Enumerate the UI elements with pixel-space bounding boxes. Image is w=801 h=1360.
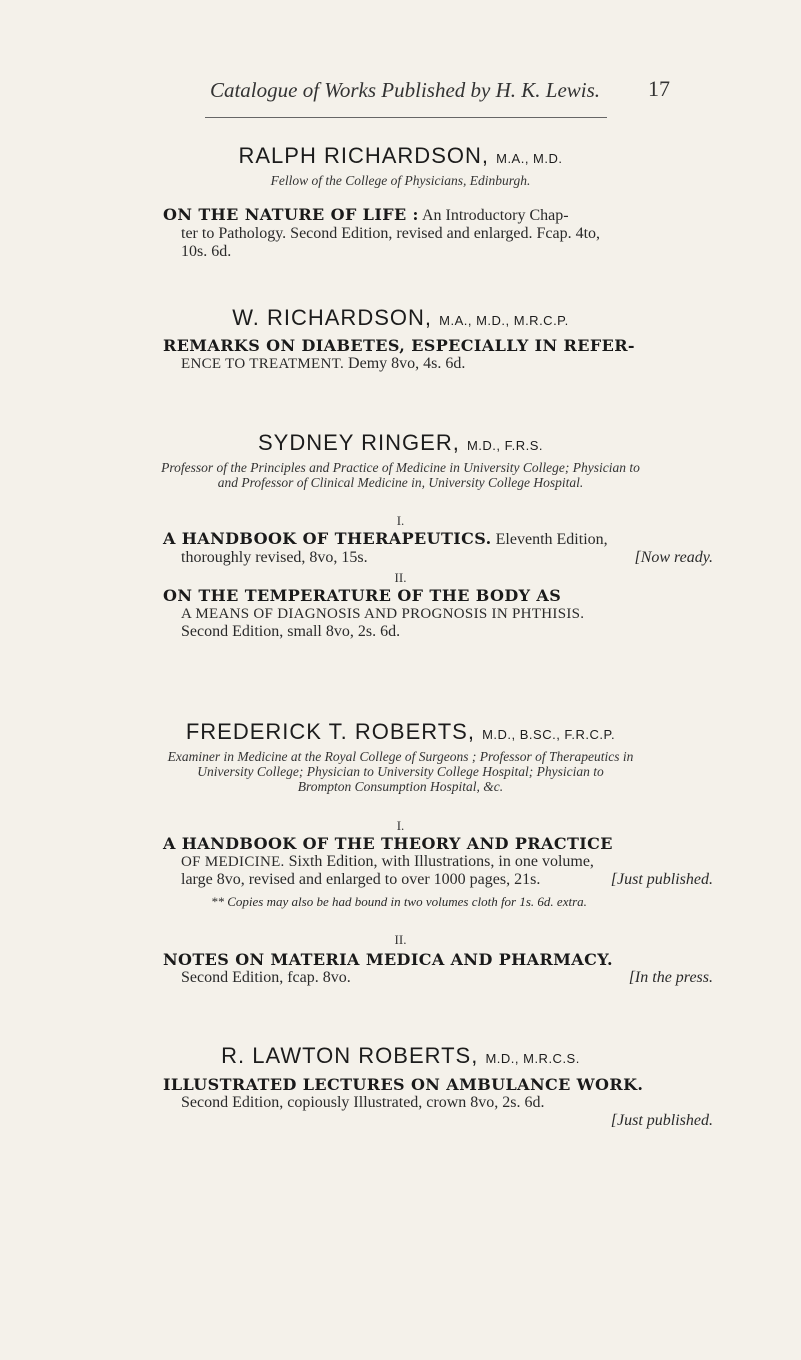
work-text-line: ter to Pathology. Second Edition, revised and enlarged. Fcap. 4to,: [181, 225, 601, 242]
work-handbook-theory-practice: [163, 835, 713, 911]
work-handbook-of-therapeutics: [163, 530, 713, 567]
work-numeral: I.: [396, 818, 405, 833]
work-text-line: Second Edition, fcap. 8vo.: [181, 969, 351, 986]
work-lectures-on-ambulance-work: [163, 1076, 713, 1130]
work-numeral: II.: [394, 932, 407, 947]
author-name: SYDNEY RINGER,: [257, 430, 460, 455]
author-name: RALPH RICHARDSON,: [238, 143, 489, 168]
work-title: A HANDBOOK OF THERAPEUTICS.: [163, 529, 492, 548]
author-credentials: Professor of the Principles and Practice of Medicine in University College; Physician to: [161, 460, 640, 475]
work-text-line: Second Edition, small 8vo, 2s. 6d.: [181, 623, 401, 640]
work-on-the-nature-of-life: [163, 206, 713, 261]
author-degrees: M.D., M.R.C.S.: [485, 1051, 580, 1066]
author-degrees: M.D., F.R.S.: [466, 438, 544, 453]
author-name: R. LAWTON ROBERTS,: [221, 1043, 479, 1068]
work-text-line: Sixth Edition, with Illustrations, in one volume,: [288, 853, 594, 870]
work-text-line: Second Edition, copiously Illustrated, crown 8vo, 2s. 6d.: [181, 1094, 545, 1111]
work-title: REMARKS ON DIABETES, ESPECIALLY IN REFER-: [163, 336, 635, 355]
work-text-line: Demy 8vo, 4s. 6d.: [348, 355, 466, 372]
work-title-cont: OF MEDICINE.: [181, 854, 285, 870]
page-number: 17: [648, 76, 670, 101]
work-title-cont: A MEANS OF DIAGNOSIS AND PROGNOSIS IN PHTHISIS.: [181, 606, 585, 622]
work-text-line: thoroughly revised, 8vo, 15s.: [181, 549, 368, 566]
author-name: W. RICHARDSON,: [232, 305, 432, 330]
author-credentials: Fellow of the College of Physicians, Edinburgh.: [270, 173, 531, 188]
work-title: ILLUSTRATED LECTURES ON AMBULANCE WORK.: [163, 1075, 644, 1094]
work-title: ON THE TEMPERATURE OF THE BODY AS: [163, 586, 562, 605]
author-name: FREDERICK T. ROBERTS,: [185, 719, 475, 744]
work-status: [Now ready.: [634, 549, 713, 566]
author-sydney-ringer: [0, 430, 801, 456]
author-credentials: Examiner in Medicine at the Royal College of Surgeons ; Professor of Therapeutics in: [167, 749, 634, 764]
work-title: NOTES ON MATERIA MEDICA AND PHARMACY.: [163, 950, 613, 969]
author-credentials: Brompton Consumption Hospital, &c.: [297, 779, 504, 794]
work-status: [In the press.: [628, 969, 713, 986]
work-title: A HANDBOOK OF THE THEORY AND PRACTICE: [163, 834, 613, 853]
work-text-line: large 8vo, revised and enlarged to over 1000 pages, 21s.: [181, 871, 541, 888]
author-degrees: M.D., B.SC., F.R.C.P.: [482, 727, 616, 742]
work-text-line: An Introductory Chap-: [421, 207, 569, 224]
author-degrees: M.A., M.D., M.R.C.P.: [439, 313, 569, 328]
author-frederick-t-roberts: [0, 719, 801, 745]
author-r-lawton-roberts: [0, 1043, 801, 1069]
work-title-cont: ENCE TO TREATMENT.: [181, 356, 345, 372]
work-status: [Just published.: [610, 871, 713, 888]
author-credentials: and Professor of Clinical Medicine in, University College Hospital.: [217, 475, 584, 490]
work-numeral: I.: [396, 513, 405, 528]
author-ralph-richardson: [0, 143, 801, 169]
running-title: Catalogue of Works Published by H. K. Lewis.: [209, 78, 601, 102]
work-remarks-on-diabetes: [163, 337, 713, 373]
work-note: *⁢* Copies may also be had bound in two volumes cloth for 1s. 6d. extra.: [211, 894, 587, 909]
header-rule: [205, 117, 607, 118]
author-w-richardson: [0, 305, 801, 331]
author-degrees: M.A., M.D.: [496, 151, 563, 166]
work-notes-on-materia-medica: [163, 951, 713, 987]
work-numeral: II.: [394, 570, 407, 585]
work-text-line: 10s. 6d.: [181, 243, 232, 260]
author-credentials: University College; Physician to University College Hospital; Physician to: [197, 764, 604, 779]
work-title: ON THE NATURE OF LIFE :: [163, 205, 419, 224]
work-temperature-of-the-body: [163, 587, 713, 641]
work-text-line: Eleventh Edition,: [495, 531, 608, 548]
work-status: [Just published.: [610, 1112, 713, 1129]
